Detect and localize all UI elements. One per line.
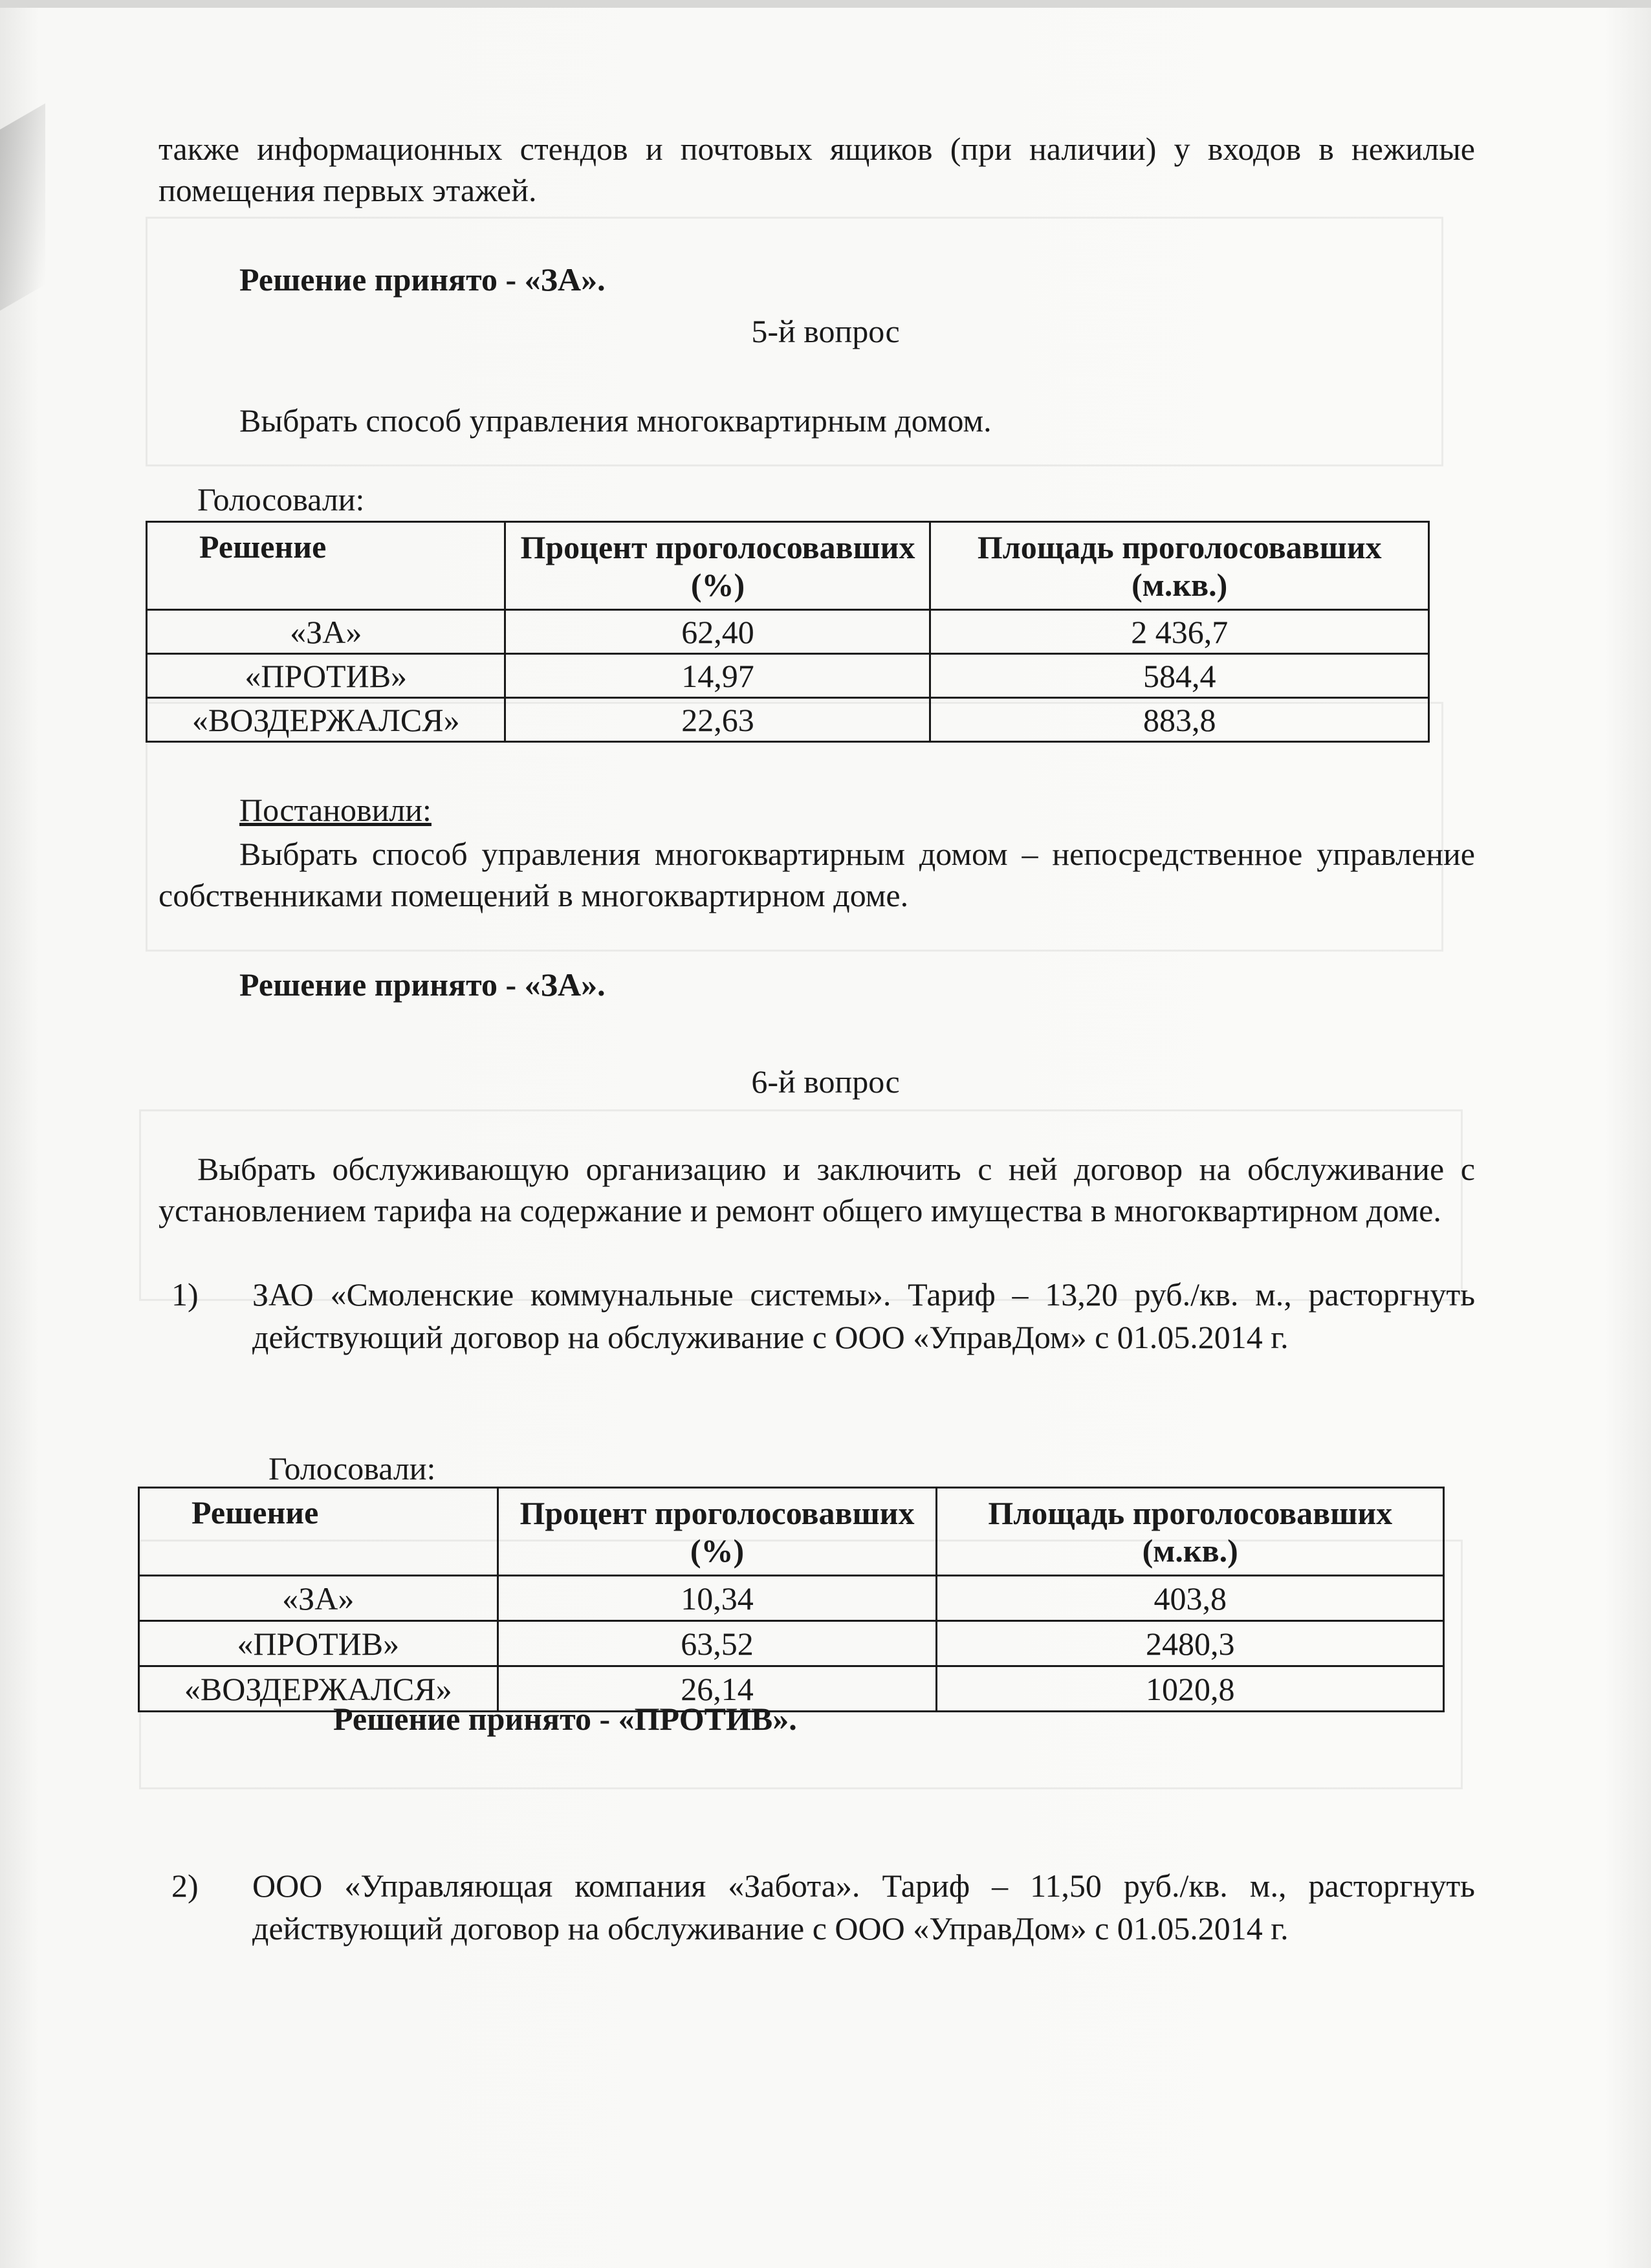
decision-text: Решение принято - «ЗА».	[239, 261, 606, 298]
table-row	[147, 610, 1429, 654]
decision-text: Решение принято - «ЗА».	[239, 966, 606, 1003]
header-percent: Процент проголосовавших (%)	[497, 1488, 937, 1576]
intro-paragraph: также информационных стендов и почтовых ящиков (при наличии) у входов в нежилые помещения первых этажей.	[159, 131, 1475, 208]
cell-area: 2480,3	[937, 1621, 1444, 1666]
voted-label: Голосовали:	[268, 1450, 436, 1487]
cell-decision: «ПРОТИВ»	[147, 654, 505, 698]
header-decision: Решение	[147, 522, 505, 610]
cell-area: 1020,8	[937, 1666, 1444, 1712]
option-number: 1)	[171, 1276, 199, 1313]
vote-table-q5	[146, 521, 1430, 743]
cell-percent: 63,52	[497, 1621, 937, 1666]
cell-area: 883,8	[930, 698, 1429, 742]
cell-percent: 26,14	[497, 1666, 937, 1712]
resolved-label: Постановили:	[239, 792, 432, 828]
table-row	[139, 1576, 1444, 1621]
option-1	[171, 1273, 1475, 1402]
cell-decision: «ПРОТИВ»	[139, 1621, 498, 1666]
question-heading: 6-й вопрос	[751, 1063, 900, 1100]
question-heading: 5-й вопрос	[751, 313, 900, 349]
header-area: Площадь проголосовавших (м.кв.)	[930, 522, 1429, 610]
table-header-row	[139, 1488, 1444, 1576]
scan-top-edge	[0, 0, 1651, 8]
decision-text: Решение принято - «ПРОТИВ».	[333, 1701, 797, 1737]
cell-decision: «ВОЗДЕРЖАЛСЯ»	[147, 698, 505, 742]
cell-percent: 62,40	[505, 610, 930, 654]
table-row	[139, 1621, 1444, 1666]
cell-area: 2 436,7	[930, 610, 1429, 654]
voted-label: Голосовали:	[197, 481, 365, 518]
cell-area: 403,8	[937, 1576, 1444, 1621]
header-area: Площадь проголосовавших (м.кв.)	[937, 1488, 1444, 1576]
cell-decision: «ЗА»	[147, 610, 505, 654]
question-text: Выбрать способ управления многоквартирным домом.	[239, 402, 992, 439]
cell-area: 584,4	[930, 654, 1429, 698]
table-row	[147, 654, 1429, 698]
table-row	[147, 698, 1429, 742]
vote-table-q6	[138, 1487, 1445, 1712]
option-2	[171, 1864, 1475, 1994]
option-number: 2)	[171, 1868, 199, 1904]
option-text: ЗАО «Смоленские коммунальные системы». Тариф – 13,20 руб./кв. м., расторгнуть действующий договор на обслуживание с ООО «УправДом» с 01.05.2014 г.	[252, 1276, 1475, 1355]
header-percent: Процент проголосовавших (%)	[505, 522, 930, 610]
cell-decision: «ВОЗДЕРЖАЛСЯ»	[139, 1666, 498, 1712]
header-decision: Решение	[139, 1488, 498, 1576]
question-text: Выбрать обслуживающую организацию и заключить с ней договор на обслуживание с установлением тарифа на содержание и ремонт общего имущества в многоквартирном доме.	[159, 1151, 1475, 1228]
scan-fold-shadow	[0, 104, 45, 311]
option-text: ООО «Управляющая компания «Забота». Тариф – 11,50 руб./кв. м., расторгнуть действующий договор на обслуживание с ООО «УправДом» с 01.05.2014 г.	[252, 1868, 1475, 1946]
resolution-text: Выбрать способ управления многоквартирным домом – непосредственное управление собственниками помещений в многоквартирном доме.	[159, 836, 1475, 913]
cell-percent: 22,63	[505, 698, 930, 742]
table-header-row	[147, 522, 1429, 610]
cell-decision: «ЗА»	[139, 1576, 498, 1621]
cell-percent: 10,34	[497, 1576, 937, 1621]
cell-percent: 14,97	[505, 654, 930, 698]
